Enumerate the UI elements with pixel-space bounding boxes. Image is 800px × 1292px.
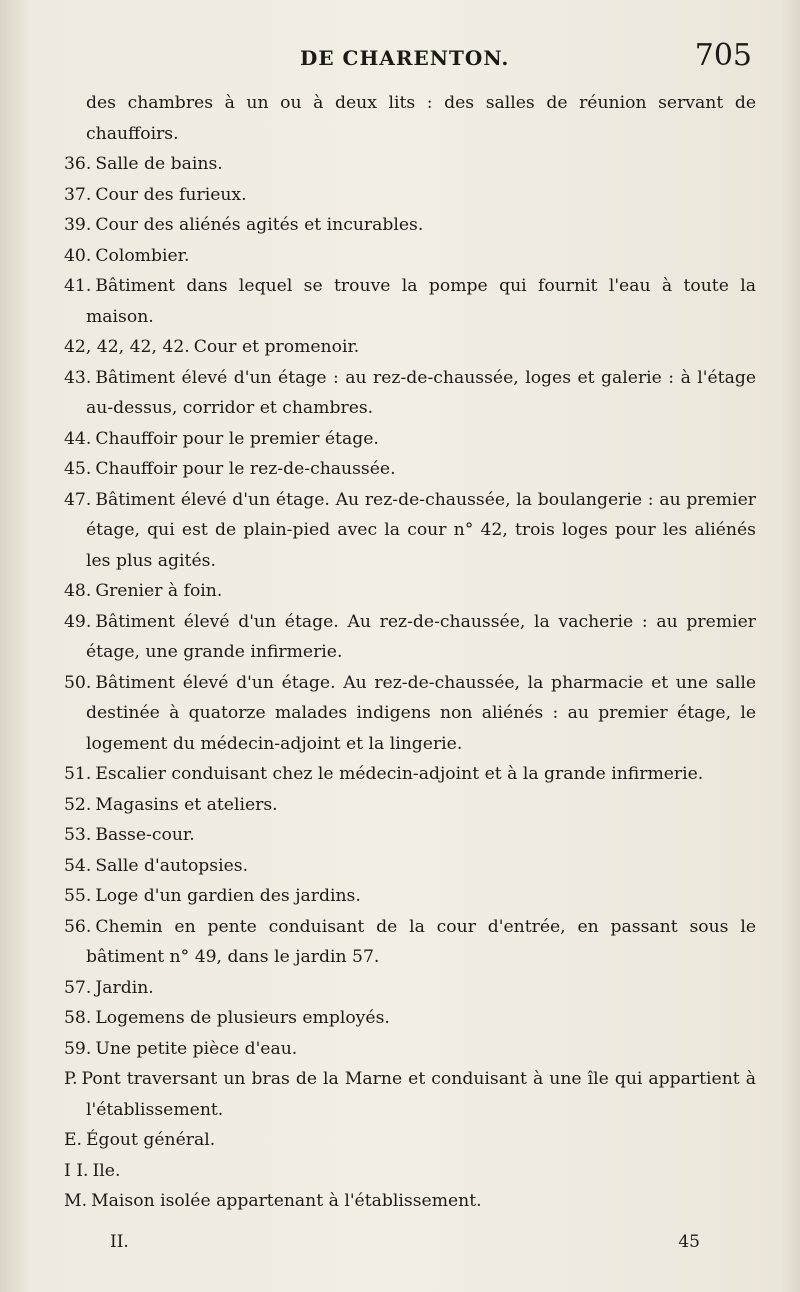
- legend-entry: [64, 790, 756, 821]
- entry-number: M.: [64, 1191, 88, 1211]
- page-header: [60, 38, 760, 88]
- entry-text: Cour et promenoir.: [193, 337, 360, 357]
- legend-entry: [64, 332, 756, 363]
- legend-entry: [64, 912, 756, 973]
- legend-entry: [64, 210, 756, 241]
- legend-entry: [64, 454, 756, 485]
- page-footer: [110, 1232, 700, 1254]
- legend-entry: [64, 1064, 756, 1125]
- legend-entry: [64, 88, 756, 149]
- entry-number: 37.: [64, 184, 92, 205]
- entry-text: Pont traversant un bras de la Marne et conduisant à une île qui appartient à l'établissement.: [81, 1069, 756, 1120]
- entry-number: 53.: [64, 825, 92, 845]
- legend-entry: [64, 363, 756, 424]
- entry-number: 57.: [64, 977, 92, 998]
- entry-text: Chauffoir pour le rez-de-chaussée.: [95, 459, 396, 479]
- entry-number: 51.: [64, 764, 92, 784]
- legend-entry: [64, 973, 756, 1004]
- gathering-number: 45: [678, 1232, 700, 1252]
- entry-text: Égout général.: [86, 1130, 216, 1150]
- entry-number: E.: [64, 1130, 83, 1150]
- entry-text: Maison isolée appartenant à l'établissement.: [91, 1191, 482, 1211]
- entry-number: 47.: [64, 489, 92, 510]
- legend-entry: [64, 485, 756, 577]
- entry-text: Une petite pièce d'eau.: [95, 1038, 298, 1059]
- entry-number: 59.: [64, 1038, 92, 1059]
- entry-number: I I.: [64, 1160, 89, 1181]
- running-title: DE CHARENTON.: [300, 46, 510, 70]
- signature-mark: II.: [110, 1232, 129, 1252]
- legend-entry: [64, 668, 756, 760]
- legend-entry: [64, 607, 756, 668]
- entry-text: Bâtiment élevé d'un étage : au rez-de-chaussée, loges et galerie : à l'étage au-dessus, corridor et chambres.: [86, 367, 756, 418]
- legend-entry: [64, 1186, 756, 1217]
- entry-text: Bâtiment élevé d'un étage. Au rez-de-chaussée, la pharmacie et une salle destinée à quatorze malades indigens non aliénés : au premier étage, le logement du médecin-adjoint et la lingerie.: [86, 672, 756, 754]
- legend-entry: [64, 1003, 756, 1034]
- entry-number: 48.: [64, 581, 92, 601]
- legend-entry: [64, 149, 756, 180]
- entry-number: P.: [64, 1069, 78, 1089]
- entry-number: 55.: [64, 886, 92, 906]
- legend-entry: [64, 1125, 756, 1156]
- entry-text: Loge d'un gardien des jardins.: [95, 886, 361, 906]
- legend-entry: [64, 1156, 756, 1187]
- entry-number: 40.: [64, 245, 92, 266]
- entry-number: 54.: [64, 855, 92, 876]
- entry-text: Chemin en pente conduisant de la cour d'entrée, en passant sous le bâtiment n° 49, dans le jardin 57.: [86, 916, 756, 967]
- legend-entry: [64, 271, 756, 332]
- legend-entry: [64, 180, 756, 211]
- entry-text: Escalier conduisant chez le médecin-adjoint et à la grande infirmerie.: [95, 764, 704, 784]
- entry-text: Basse-cour.: [95, 825, 195, 845]
- legend-entry: [64, 851, 756, 882]
- entry-text: Chauffoir pour le premier étage.: [95, 428, 379, 449]
- legend-entry: [64, 881, 756, 912]
- entry-text: Bâtiment dans lequel se trouve la pompe qui fournit l'eau à toute la maison.: [86, 276, 756, 327]
- entry-number: 50.: [64, 672, 92, 693]
- entry-number: 39.: [64, 215, 92, 235]
- legend-entry: [64, 241, 756, 272]
- legend-list: [64, 88, 756, 1217]
- entry-number: 44.: [64, 428, 92, 449]
- entry-number: 56.: [64, 916, 92, 937]
- legend-entry: [64, 424, 756, 455]
- page-number: 705: [694, 38, 752, 73]
- legend-entry: [64, 1034, 756, 1065]
- entry-text: Grenier à foin.: [95, 581, 223, 601]
- entry-number: 49.: [64, 611, 92, 632]
- legend-entry: [64, 820, 756, 851]
- entry-number: 52.: [64, 794, 92, 815]
- entry-text: Bâtiment élevé d'un étage. Au rez-de-chaussée, la vacherie : au premier étage, une grande infirmerie.: [86, 611, 756, 662]
- entry-text: Logemens de plusieurs employés.: [95, 1008, 390, 1028]
- entry-text: Salle de bains.: [95, 154, 223, 174]
- entry-number: 43.: [64, 367, 92, 388]
- entry-text: Colombier.: [95, 245, 190, 266]
- entry-text: Salle d'autopsies.: [95, 855, 249, 876]
- entry-text: Magasins et ateliers.: [95, 794, 278, 815]
- legend-entry: [64, 576, 756, 607]
- legend-entry: [64, 759, 756, 790]
- entry-text: Bâtiment élevé d'un étage. Au rez-de-chaussée, la boulangerie : au premier étage, qui est de plain-pied avec la cour n° 42, trois loges pour les aliénés les plus agités.: [86, 489, 756, 571]
- entry-number: 42, 42, 42, 42.: [64, 337, 190, 357]
- entry-number: 58.: [64, 1008, 92, 1028]
- entry-text: des chambres à un ou à deux lits : des salles de réunion servant de chauffoirs.: [86, 93, 756, 144]
- entry-text: Jardin.: [95, 977, 154, 998]
- entry-number: 36.: [64, 154, 92, 174]
- entry-number: 45.: [64, 459, 92, 479]
- entry-text: Ile.: [92, 1160, 121, 1181]
- entry-text: Cour des furieux.: [95, 184, 247, 205]
- entry-number: 41.: [64, 276, 92, 296]
- entry-text: Cour des aliénés agités et incurables.: [95, 215, 424, 235]
